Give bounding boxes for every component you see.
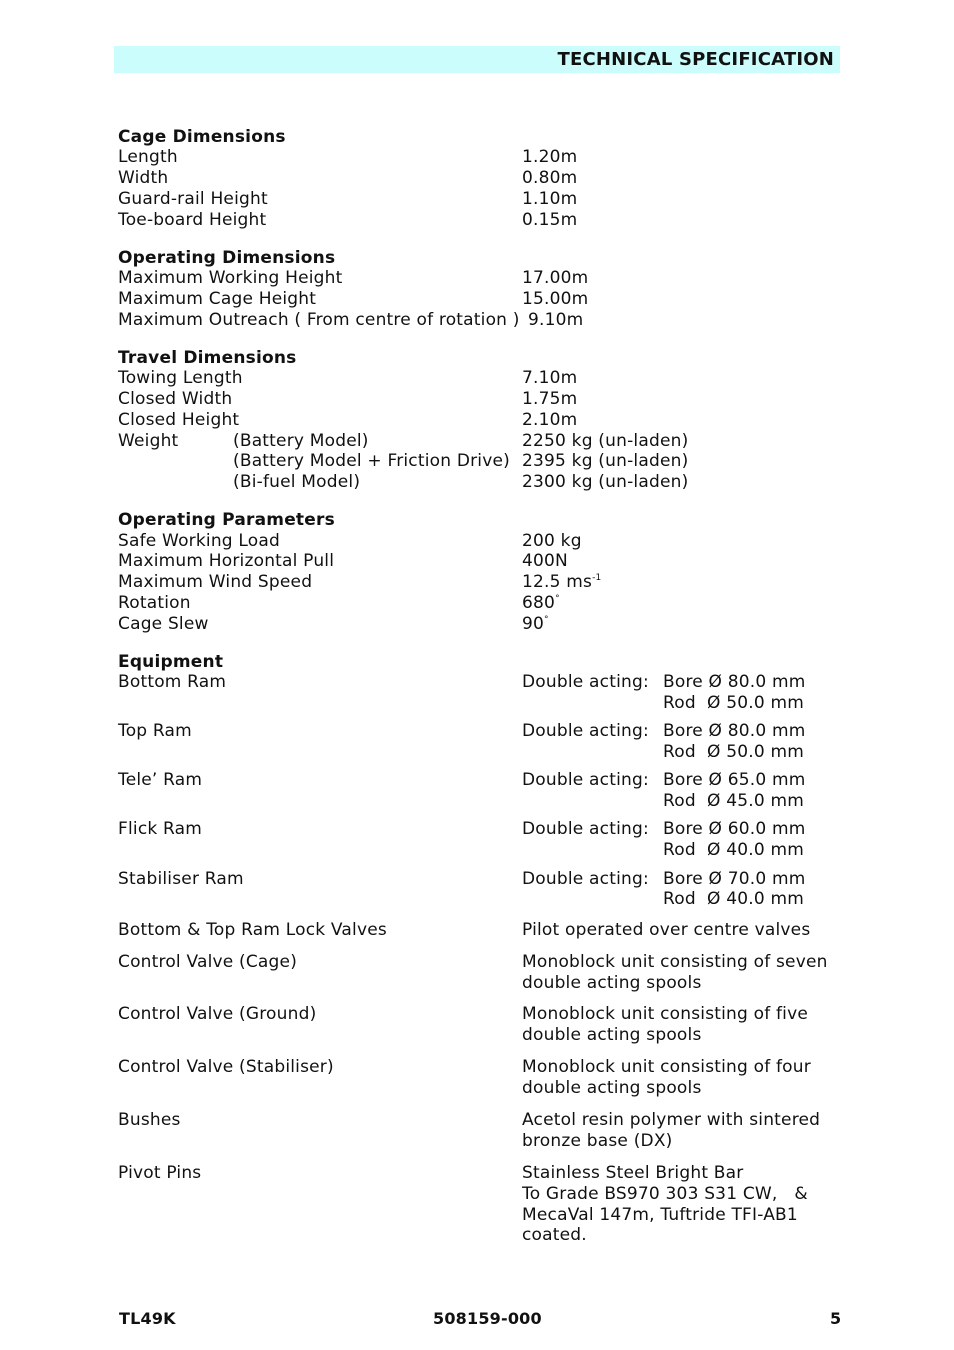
footer-page-number: 5 — [830, 1309, 842, 1328]
ram-bore: Bore Ø 80.0 mm — [663, 721, 806, 741]
superscript: -1 — [592, 573, 602, 583]
footer-part-number: 508159-000 — [433, 1309, 542, 1328]
spec-value: 1.20m — [522, 147, 578, 167]
ram-type: Double acting: — [522, 819, 649, 839]
equipment-value: Pilot operated over centre valves — [522, 920, 811, 940]
section-heading-parameters: Operating Parameters — [118, 510, 335, 530]
section-heading-travel: Travel Dimensions — [118, 348, 297, 368]
spec-value: 2.10m — [522, 410, 578, 430]
ram-type: Double acting: — [522, 770, 649, 790]
ram-label: Bottom Ram — [118, 672, 227, 692]
equipment-value: Acetol resin polymer with sintered — [522, 1110, 821, 1130]
spec-value: 12.5 $ms^{-1}$ — [522, 572, 602, 592]
weight-model: (Battery Model) — [233, 431, 369, 451]
spec-value: 200 kg — [522, 531, 582, 551]
spec-label: Maximum Wind Speed — [118, 572, 313, 592]
equipment-value: Monoblock unit consisting of four — [522, 1057, 811, 1077]
spec-label: Safe Working Load — [118, 531, 280, 551]
spec-value: 0.80m — [522, 168, 578, 188]
footer-model: TL49K — [119, 1309, 176, 1328]
spec-label: Length — [118, 147, 178, 167]
spec-value: 7.10m — [522, 368, 578, 388]
equipment-label: Bottom & Top Ram Lock Valves — [118, 920, 387, 940]
spec-label: Maximum Outreach ( From centre of rotation ) — [118, 310, 520, 330]
equipment-label: Control Valve (Cage) — [118, 952, 298, 972]
ram-rod: Rod Ø 40.0 mm — [663, 889, 805, 909]
ram-type: Double acting: — [522, 869, 649, 889]
spec-label: Rotation — [118, 593, 191, 613]
equipment-label: Pivot Pins — [118, 1163, 202, 1183]
ram-rod: Rod Ø 45.0 mm — [663, 791, 805, 811]
spec-value: 9.10m — [528, 310, 584, 330]
equipment-value: Monoblock unit consisting of seven — [522, 952, 828, 972]
section-heading-equipment: Equipment — [118, 652, 224, 672]
ram-bore: Bore Ø 60.0 mm — [663, 819, 806, 839]
spec-label: Guard-rail Height — [118, 189, 268, 209]
degree-symbol: ° — [555, 594, 560, 604]
spec-label: Closed Width — [118, 389, 233, 409]
ram-rod: Rod Ø 40.0 mm — [663, 840, 805, 860]
ram-label: Stabiliser Ram — [118, 869, 244, 889]
degree-symbol: ° — [544, 615, 549, 625]
spec-label: Cage Slew — [118, 614, 209, 634]
spec-label: Towing Length — [118, 368, 243, 388]
spec-value: 90° — [522, 614, 549, 634]
equipment-value: double acting spools — [522, 1078, 702, 1098]
ram-rod: Rod Ø 50.0 mm — [663, 693, 805, 713]
equipment-value: coated. — [522, 1225, 587, 1245]
weight-value: 2250 kg (un-laden) — [522, 431, 689, 451]
ram-bore: Bore Ø 80.0 mm — [663, 672, 806, 692]
equipment-value: double acting spools — [522, 973, 702, 993]
spec-label: Maximum Working Height — [118, 268, 343, 288]
ram-bore: Bore Ø 70.0 mm — [663, 869, 806, 889]
weight-value: 2300 kg (un-laden) — [522, 472, 689, 492]
spec-label: Maximum Horizontal Pull — [118, 551, 335, 571]
spec-label: Maximum Cage Height — [118, 289, 317, 309]
equipment-value: Stainless Steel Bright Bar — [522, 1163, 744, 1183]
spec-value: 17.00m — [522, 268, 589, 288]
spec-label-weight: Weight — [118, 431, 179, 451]
page-title: TECHNICAL SPECIFICATION — [557, 49, 834, 70]
spec-value: 15.00m — [522, 289, 589, 309]
equipment-label: Bushes — [118, 1110, 181, 1130]
spec-label: Toe-board Height — [118, 210, 267, 230]
spec-value: 680° — [522, 593, 560, 613]
weight-value: 2395 kg (un-laden) — [522, 451, 689, 471]
ram-label: Top Ram — [118, 721, 192, 741]
weight-model: (Battery Model + Friction Drive) — [233, 451, 510, 471]
ram-bore: Bore Ø 65.0 mm — [663, 770, 806, 790]
equipment-label: Control Valve (Ground) — [118, 1004, 317, 1024]
spec-value: 0.15m — [522, 210, 578, 230]
spec-value: 1.75m — [522, 389, 578, 409]
section-heading-operating-dimensions: Operating Dimensions — [118, 248, 336, 268]
equipment-value: To Grade BS970 303 S31 CW, & — [522, 1184, 808, 1204]
spec-value: 400N — [522, 551, 568, 571]
equipment-value: bronze base (DX) — [522, 1131, 673, 1151]
ram-rod: Rod Ø 50.0 mm — [663, 742, 805, 762]
ram-label: Tele’ Ram — [118, 770, 203, 790]
spec-label: Closed Height — [118, 410, 240, 430]
ram-label: Flick Ram — [118, 819, 203, 839]
ram-type: Double acting: — [522, 721, 649, 741]
equipment-value: double acting spools — [522, 1025, 702, 1045]
equipment-value: MecaVal 147m, Tuftride TFI-AB1 — [522, 1205, 798, 1225]
spec-value: 1.10m — [522, 189, 578, 209]
ram-type: Double acting: — [522, 672, 649, 692]
section-heading-cage: Cage Dimensions — [118, 127, 286, 147]
spec-label: Width — [118, 168, 169, 188]
weight-model: (Bi-fuel Model) — [233, 472, 361, 492]
equipment-value: Monoblock unit consisting of five — [522, 1004, 809, 1024]
equipment-label: Control Valve (Stabiliser) — [118, 1057, 334, 1077]
